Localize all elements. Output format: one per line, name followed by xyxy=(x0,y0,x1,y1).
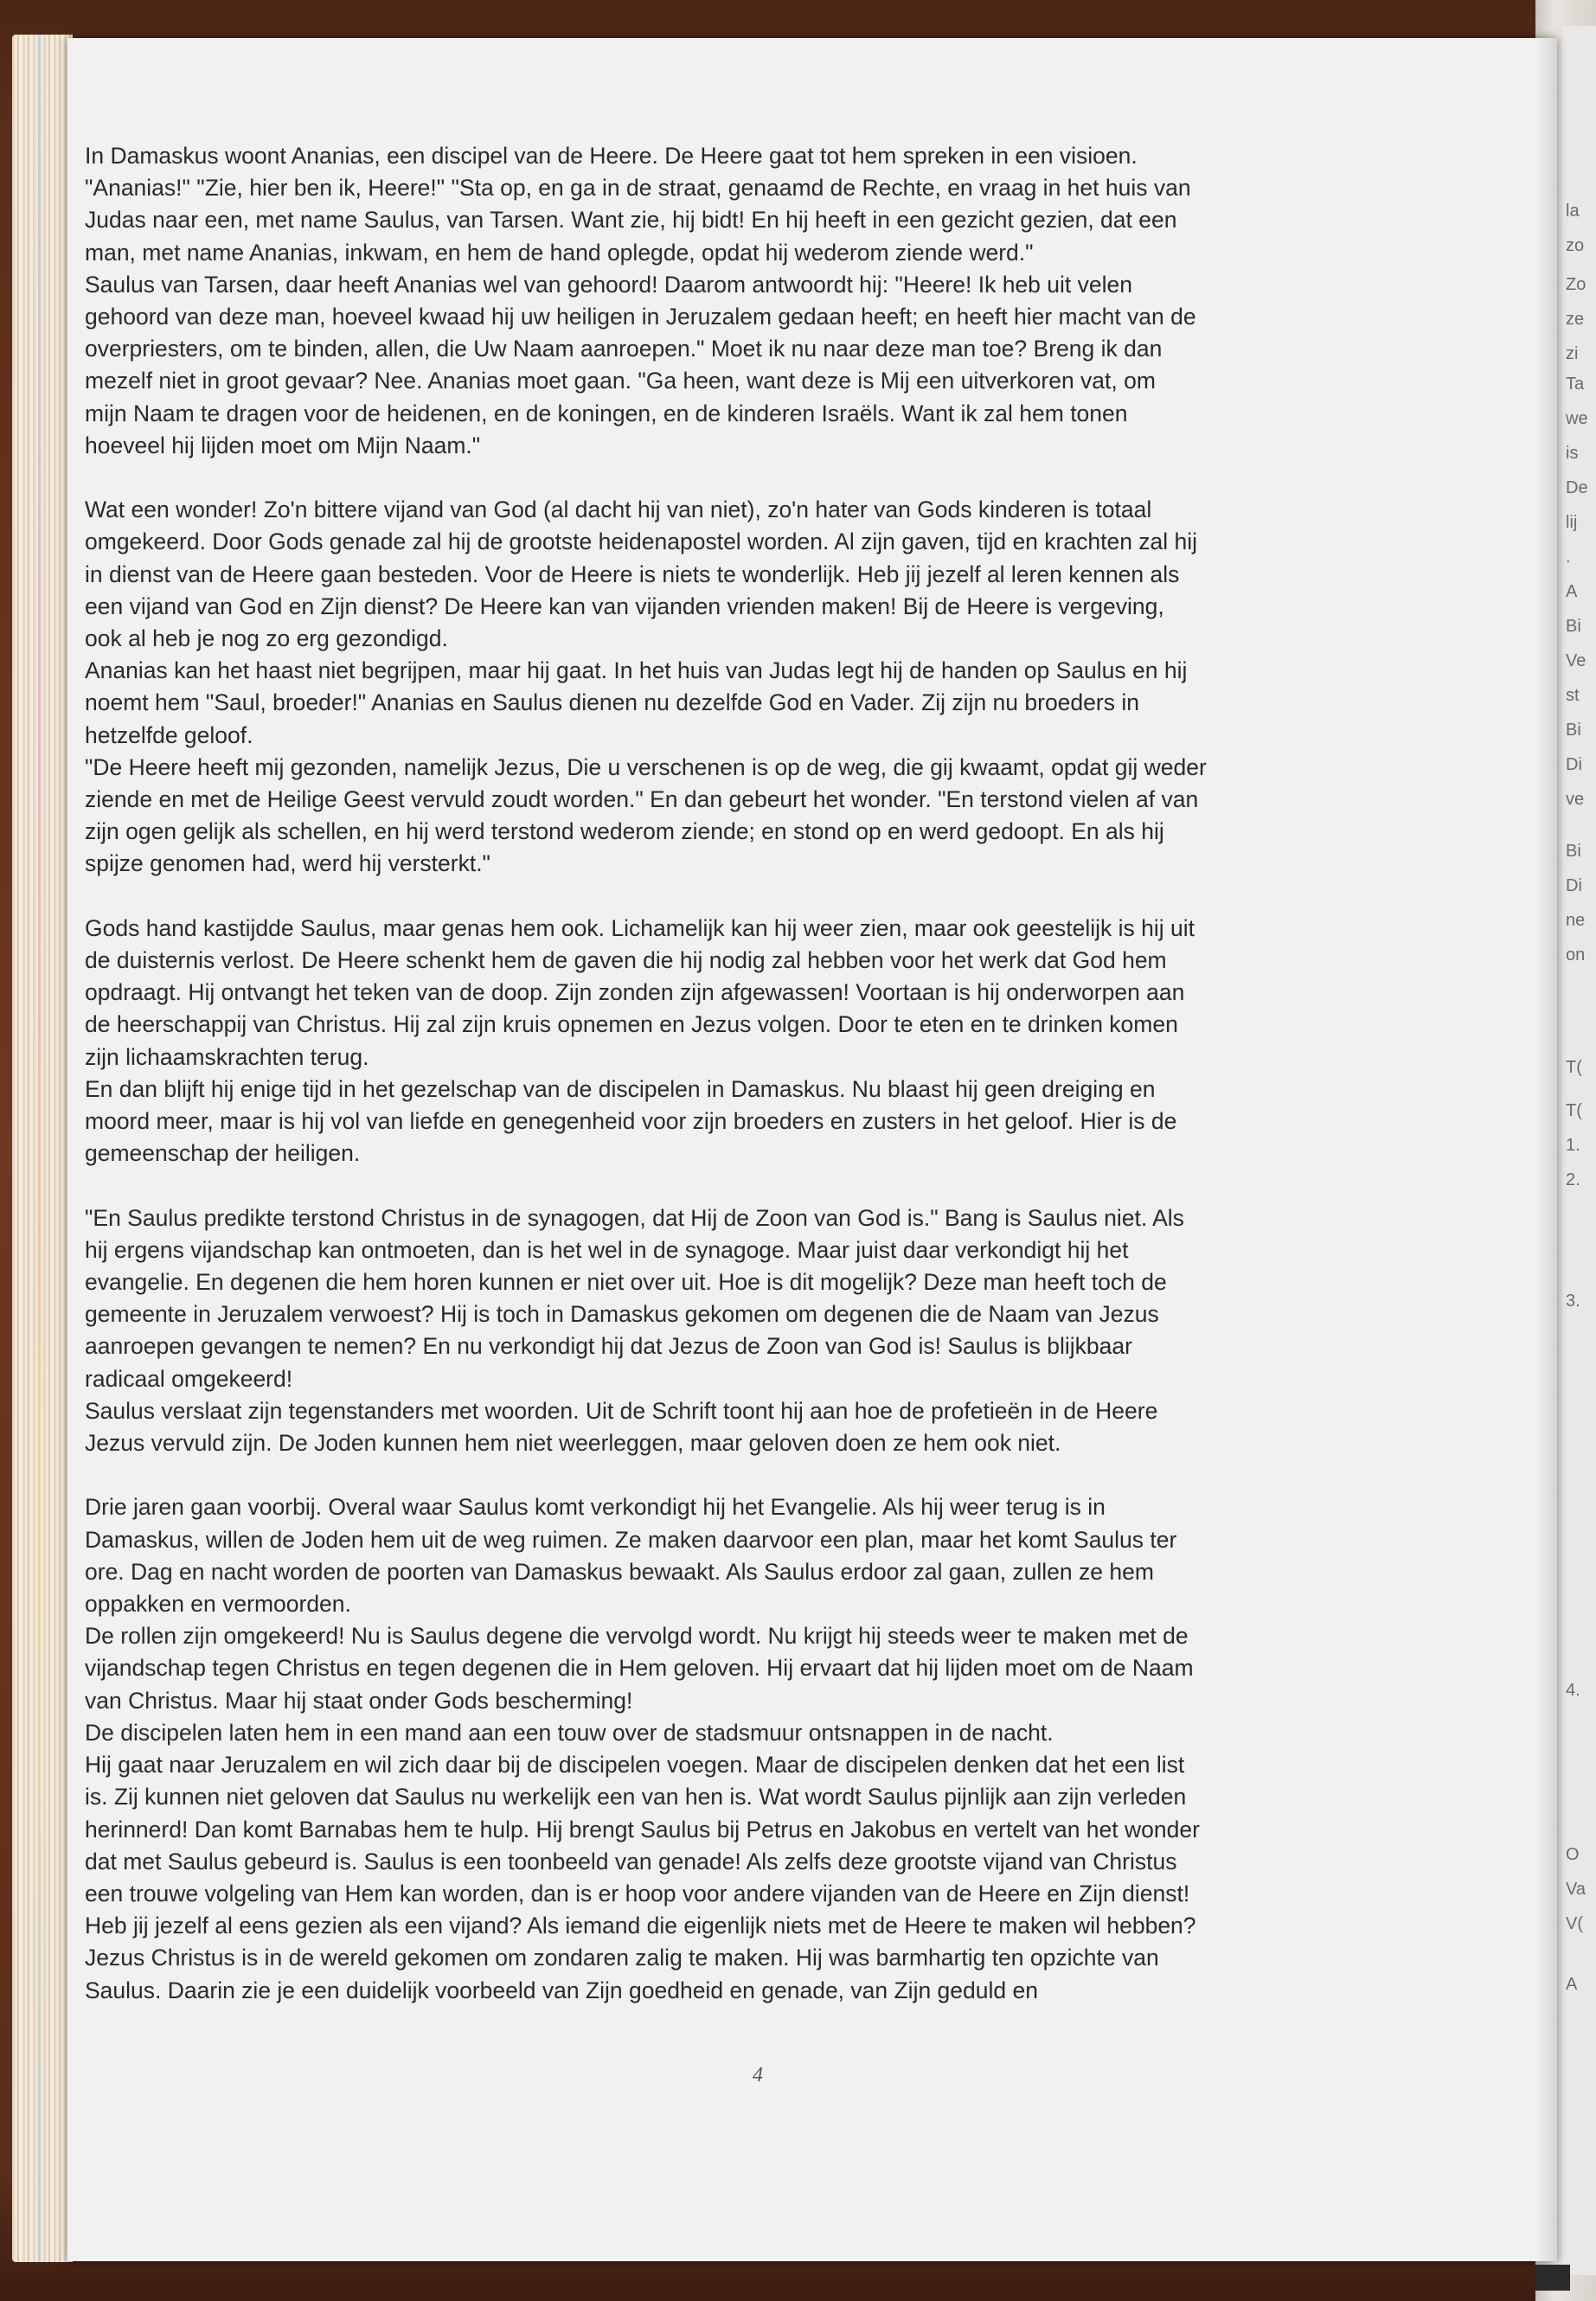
text-line: Jezus vervuld zijn. De Joden kunnen hem niet weerleggen, maar geloven doen ze hem ook niet. xyxy=(85,1430,1061,1457)
text-line: evangelie. En degenen die hem horen kunnen er niet over uit. Hoe is dit mogelijk? Deze man heeft toch de xyxy=(85,1269,1167,1296)
next-page-fragment: . xyxy=(1566,548,1571,567)
next-page-fragment: st xyxy=(1566,686,1580,705)
text-line: gehoord van deze man, hoeveel kwaad hij uw heiligen in Jeruzalem gedaan heeft; en heeft hier macht van de xyxy=(85,304,1196,330)
next-page-fragment: Ve xyxy=(1566,651,1586,670)
text-line: man, met name Ananias, inkwam, en hem de hand oplegde, opdat hij wederom ziende werd." xyxy=(85,239,1034,266)
next-page-fragment: A xyxy=(1566,582,1578,601)
text-line: in dienst van de Heere gaan besteden. Voor de Heere is niets te wonderlijk. Heb jij jezelf al leren kennen als xyxy=(85,561,1180,587)
text-line: opdraagt. Hij ontvangt het teken van de doop. Zijn zonden zijn afgewassen! Voortaan is hij onderworpen aan xyxy=(85,979,1185,1006)
text-line: gemeenschap der heiligen. xyxy=(85,1140,361,1167)
text-line: noemt hem "Saul, broeder!" Ananias en Saulus dienen nu dezelfde God en Vader. Zij zijn nu broeders in xyxy=(85,689,1139,716)
next-page-fragment: Bi xyxy=(1566,721,1581,740)
text-line: mijn Naam te dragen voor de heidenen, en de koningen, en de kinderen Israëls. Want ik zal hem tonen xyxy=(85,400,1128,426)
text-line: Saulus verslaat zijn tegenstanders met woorden. Uit de Schrift toont hij aan hoe de profetieën in de Heere xyxy=(85,1397,1158,1424)
text-line: ore. Dag en nacht worden de poorten van Damaskus bewaakt. Als Saulus erdoor zal gaan, zullen ze hem xyxy=(85,1558,1154,1585)
text-line: hetzelfde geloof. xyxy=(85,721,253,748)
page-edges xyxy=(12,35,73,2262)
text-line: Judas naar een, met name Saulus, van Tarsen. Want zie, hij bidt! En hij heeft in een gezicht gezien, dat een xyxy=(85,207,1177,234)
next-page-fragment: 3. xyxy=(1566,1292,1580,1311)
next-page-fragment: Bi xyxy=(1566,617,1581,636)
text-line: mezelf niet in groot gevaar? Nee. Ananias moet gaan. "Ga heen, want deze is Mij een uitverkoren vat, om xyxy=(85,368,1156,394)
text-line: "De Heere heeft mij gezonden, namelijk Jezus, Die u verschenen is op de weg, die gij kwaamt, opdat gij weder xyxy=(85,753,1207,780)
next-page-fragment: T( xyxy=(1566,1101,1582,1120)
text-line: spijze genomen had, werd hij versterkt." xyxy=(85,850,490,877)
text-line: gemeente in Jeruzalem verwoest? Hij is toch in Damaskus gekomen om degenen die de Naam van Jezus xyxy=(85,1301,1159,1328)
text-line: Drie jaren gaan voorbij. Overal waar Saulus komt verkondigt hij het Evangelie. Als hij weer terug is in xyxy=(85,1494,1106,1521)
next-page-fragment: Di xyxy=(1566,876,1582,895)
text-line: De discipelen laten hem in een mand aan een touw over de stadsmuur ontsnappen in de nacht. xyxy=(85,1719,1054,1746)
next-page-fragment: we xyxy=(1566,409,1588,428)
next-page-fragment: on xyxy=(1566,945,1586,965)
text-line: vijandschap tegen Christus en tegen degenen die in Hem geloven. Hij ervaart dat hij lijden moet om de Naam xyxy=(85,1655,1194,1682)
text-line: dat met Saulus gebeurd is. Saulus is een toonbeeld van genade! Als zelfs deze grootste vijand van Christus xyxy=(85,1848,1177,1875)
next-page-fragment: V( xyxy=(1566,1914,1583,1933)
next-page-fragment: ve xyxy=(1566,790,1585,809)
next-page-fragment: 2. xyxy=(1566,1170,1580,1189)
text-line: een trouwe volgeling van Hem kan worden, dan is er hoop voor andere vijanden van de Heere en Zijn dienst! xyxy=(85,1880,1190,1907)
paragraph xyxy=(85,913,1469,1170)
next-page-fragment: Di xyxy=(1566,755,1582,774)
text-line: zijn ogen gelijk als schellen, en hij werd terstond wederom ziende; en stond op en werd gedoopt. En als hij xyxy=(85,818,1164,845)
text-line: Jezus Christus is in de wereld gekomen om zondaren zalig te maken. Hij was barmhartig ten opzichte van xyxy=(85,1945,1159,1971)
next-page-fragment: A xyxy=(1566,1975,1578,1994)
paragraph xyxy=(85,1491,1469,2006)
text-line: Gods hand kastijdde Saulus, maar genas hem ook. Lichamelijk kan hij weer zien, maar ook geestelijk is hij uit xyxy=(85,914,1195,941)
text-line: ziende en met de Heilige Geest vervuld zoudt worden." En dan gebeurt het wonder. "En terstond vielen af van xyxy=(85,786,1199,813)
text-line: omgekeerd. Door Gods genade zal hij de grootste heidenapostel worden. Al zijn gaven, tijd en krachten zal hij xyxy=(85,529,1198,555)
next-page-fragment: lij xyxy=(1566,513,1578,532)
text-line: Saulus van Tarsen, daar heeft Ananias wel van gehoord! Daarom antwoordt hij: "Heere! Ik heb uit velen xyxy=(85,271,1132,298)
text-line: Saulus. Daarin zie je een duidelijk voorbeeld van Zijn goedheid en genade, van Zijn geduld en xyxy=(85,1977,1038,2003)
paragraph xyxy=(85,1202,1469,1460)
text-line: En dan blijft hij enige tijd in het gezelschap van de discipelen in Damaskus. Nu blaast hij geen dreiging en xyxy=(85,1075,1156,1102)
text-line: Damaskus, willen de Joden hem uit de weg ruimen. Ze maken daarvoor een plan, maar het komt Saulus ter xyxy=(85,1526,1177,1553)
text-line: Hij gaat naar Jeruzalem en wil zich daar bij de discipelen voegen. Maar de discipelen denken dat het een list xyxy=(85,1752,1185,1779)
text-line: "En Saulus predikte terstond Christus in de synagogen, dat Hij de Zoon van God is." Bang is Saulus niet. Als xyxy=(85,1204,1184,1231)
text-line: hij ergens vijandschap kan ontmoeten, dan is het wel in de synagoge. Maar juist daar verkondigt hij het xyxy=(85,1236,1129,1263)
text-line: van Christus. Maar hij staat onder Gods bescherming! xyxy=(85,1687,633,1714)
text-line: Ananias kan het haast niet begrijpen, maar hij gaat. In het huis van Judas legt hij de handen op Saulus en hij xyxy=(85,657,1188,684)
text-line: de duisternis verlost. De Heere schenkt hem de gaven die hij nodig zal hebben voor het werk dat God hem xyxy=(85,947,1167,974)
next-page-fragment: O xyxy=(1566,1845,1580,1864)
next-page-fragment: la xyxy=(1566,202,1580,221)
text-line: De rollen zijn omgekeerd! Nu is Saulus degene die vervolgd wordt. Nu krijgt hij steeds weer te maken met de xyxy=(85,1623,1189,1650)
next-page-fragment: Bi xyxy=(1566,842,1581,861)
next-page-fragment: 4. xyxy=(1566,1681,1580,1700)
text-line: Wat een wonder! Zo'n bittere vijand van God (al dacht hij van niet), zo'n hater van Gods kinderen is totaal xyxy=(85,497,1152,523)
text-line: moord meer, maar is hij vol van liefde en genegenheid voor zijn broeders en zusters in het geloof. Hier is de xyxy=(85,1108,1177,1135)
text-line: "Ananias!" "Zie, hier ben ik, Heere!" "Sta op, en ga in de straat, genaamd de Rechte, en vraag in het huis van xyxy=(85,175,1191,202)
next-page-fragment: zi xyxy=(1566,344,1579,363)
text-line: is. Zij kunnen niet geloven dat Saulus nu werkelijk een van hen is. Wat wordt Saulus pijnlijk aan zijn verleden xyxy=(85,1784,1187,1811)
text-line: de heerschappij van Christus. Hij zal zijn kruis opnemen en Jezus volgen. Door te eten en te drinken komen xyxy=(85,1011,1178,1038)
next-page-fragment: is xyxy=(1566,444,1579,463)
text-line: aanroepen gevangen te nemen? En nu verkondigt hij dat Jezus de Zoon van God is! Saulus is blijkbaar xyxy=(85,1333,1132,1360)
text-line: In Damaskus woont Ananias, een discipel van de Heere. De Heere gaat tot hem spreken in een visioen. xyxy=(85,143,1138,169)
text-line: oppakken en vermoorden. xyxy=(85,1591,351,1618)
corner-mark xyxy=(1535,2265,1570,2291)
next-page-fragment: T( xyxy=(1566,1058,1582,1077)
text-line: herinnerd! Dan komt Barnabas hem te hulp. Hij brengt Saulus bij Petrus en Jakobus en vertelt van het wonder xyxy=(85,1816,1200,1843)
paragraph xyxy=(85,140,1469,462)
text-line: overpriesters, om te binden, allen, die Uw Naam aanroepen." Moet ik nu naar deze man toe? Breng ik dan xyxy=(85,336,1163,362)
next-page-fragment: ne xyxy=(1566,911,1586,930)
next-page-fragment: ze xyxy=(1566,310,1585,329)
text-line: ook al heb je nog zo erg gezondigd. xyxy=(85,625,448,652)
next-page-fragment: 1. xyxy=(1566,1136,1580,1155)
page-number: 4 xyxy=(753,2064,763,2086)
next-page-edge xyxy=(1562,26,1596,2275)
text-line: hoeveel hij lijden moet om Mijn Naam." xyxy=(85,432,481,458)
next-page-fragment: De xyxy=(1566,478,1588,497)
text-line: zijn lichaamskrachten terug. xyxy=(85,1043,369,1070)
next-page-fragment: Zo xyxy=(1566,275,1586,294)
text-line: Heb jij jezelf al eens gezien als een vijand? Als iemand die eigenlijk niets met de Heere te maken wil hebben? xyxy=(85,1913,1196,1939)
page-body-text xyxy=(85,140,1469,2039)
paragraph xyxy=(85,494,1469,880)
next-page-fragment: Va xyxy=(1566,1880,1586,1899)
text-line: een vijand van God en Zijn dienst? De Heere kan van vijanden vrienden maken! Bij de Heere is vergeving, xyxy=(85,593,1164,619)
next-page-fragment: zo xyxy=(1566,236,1585,255)
text-line: radicaal omgekeerd! xyxy=(85,1365,293,1392)
next-page-fragment: Ta xyxy=(1566,375,1585,394)
